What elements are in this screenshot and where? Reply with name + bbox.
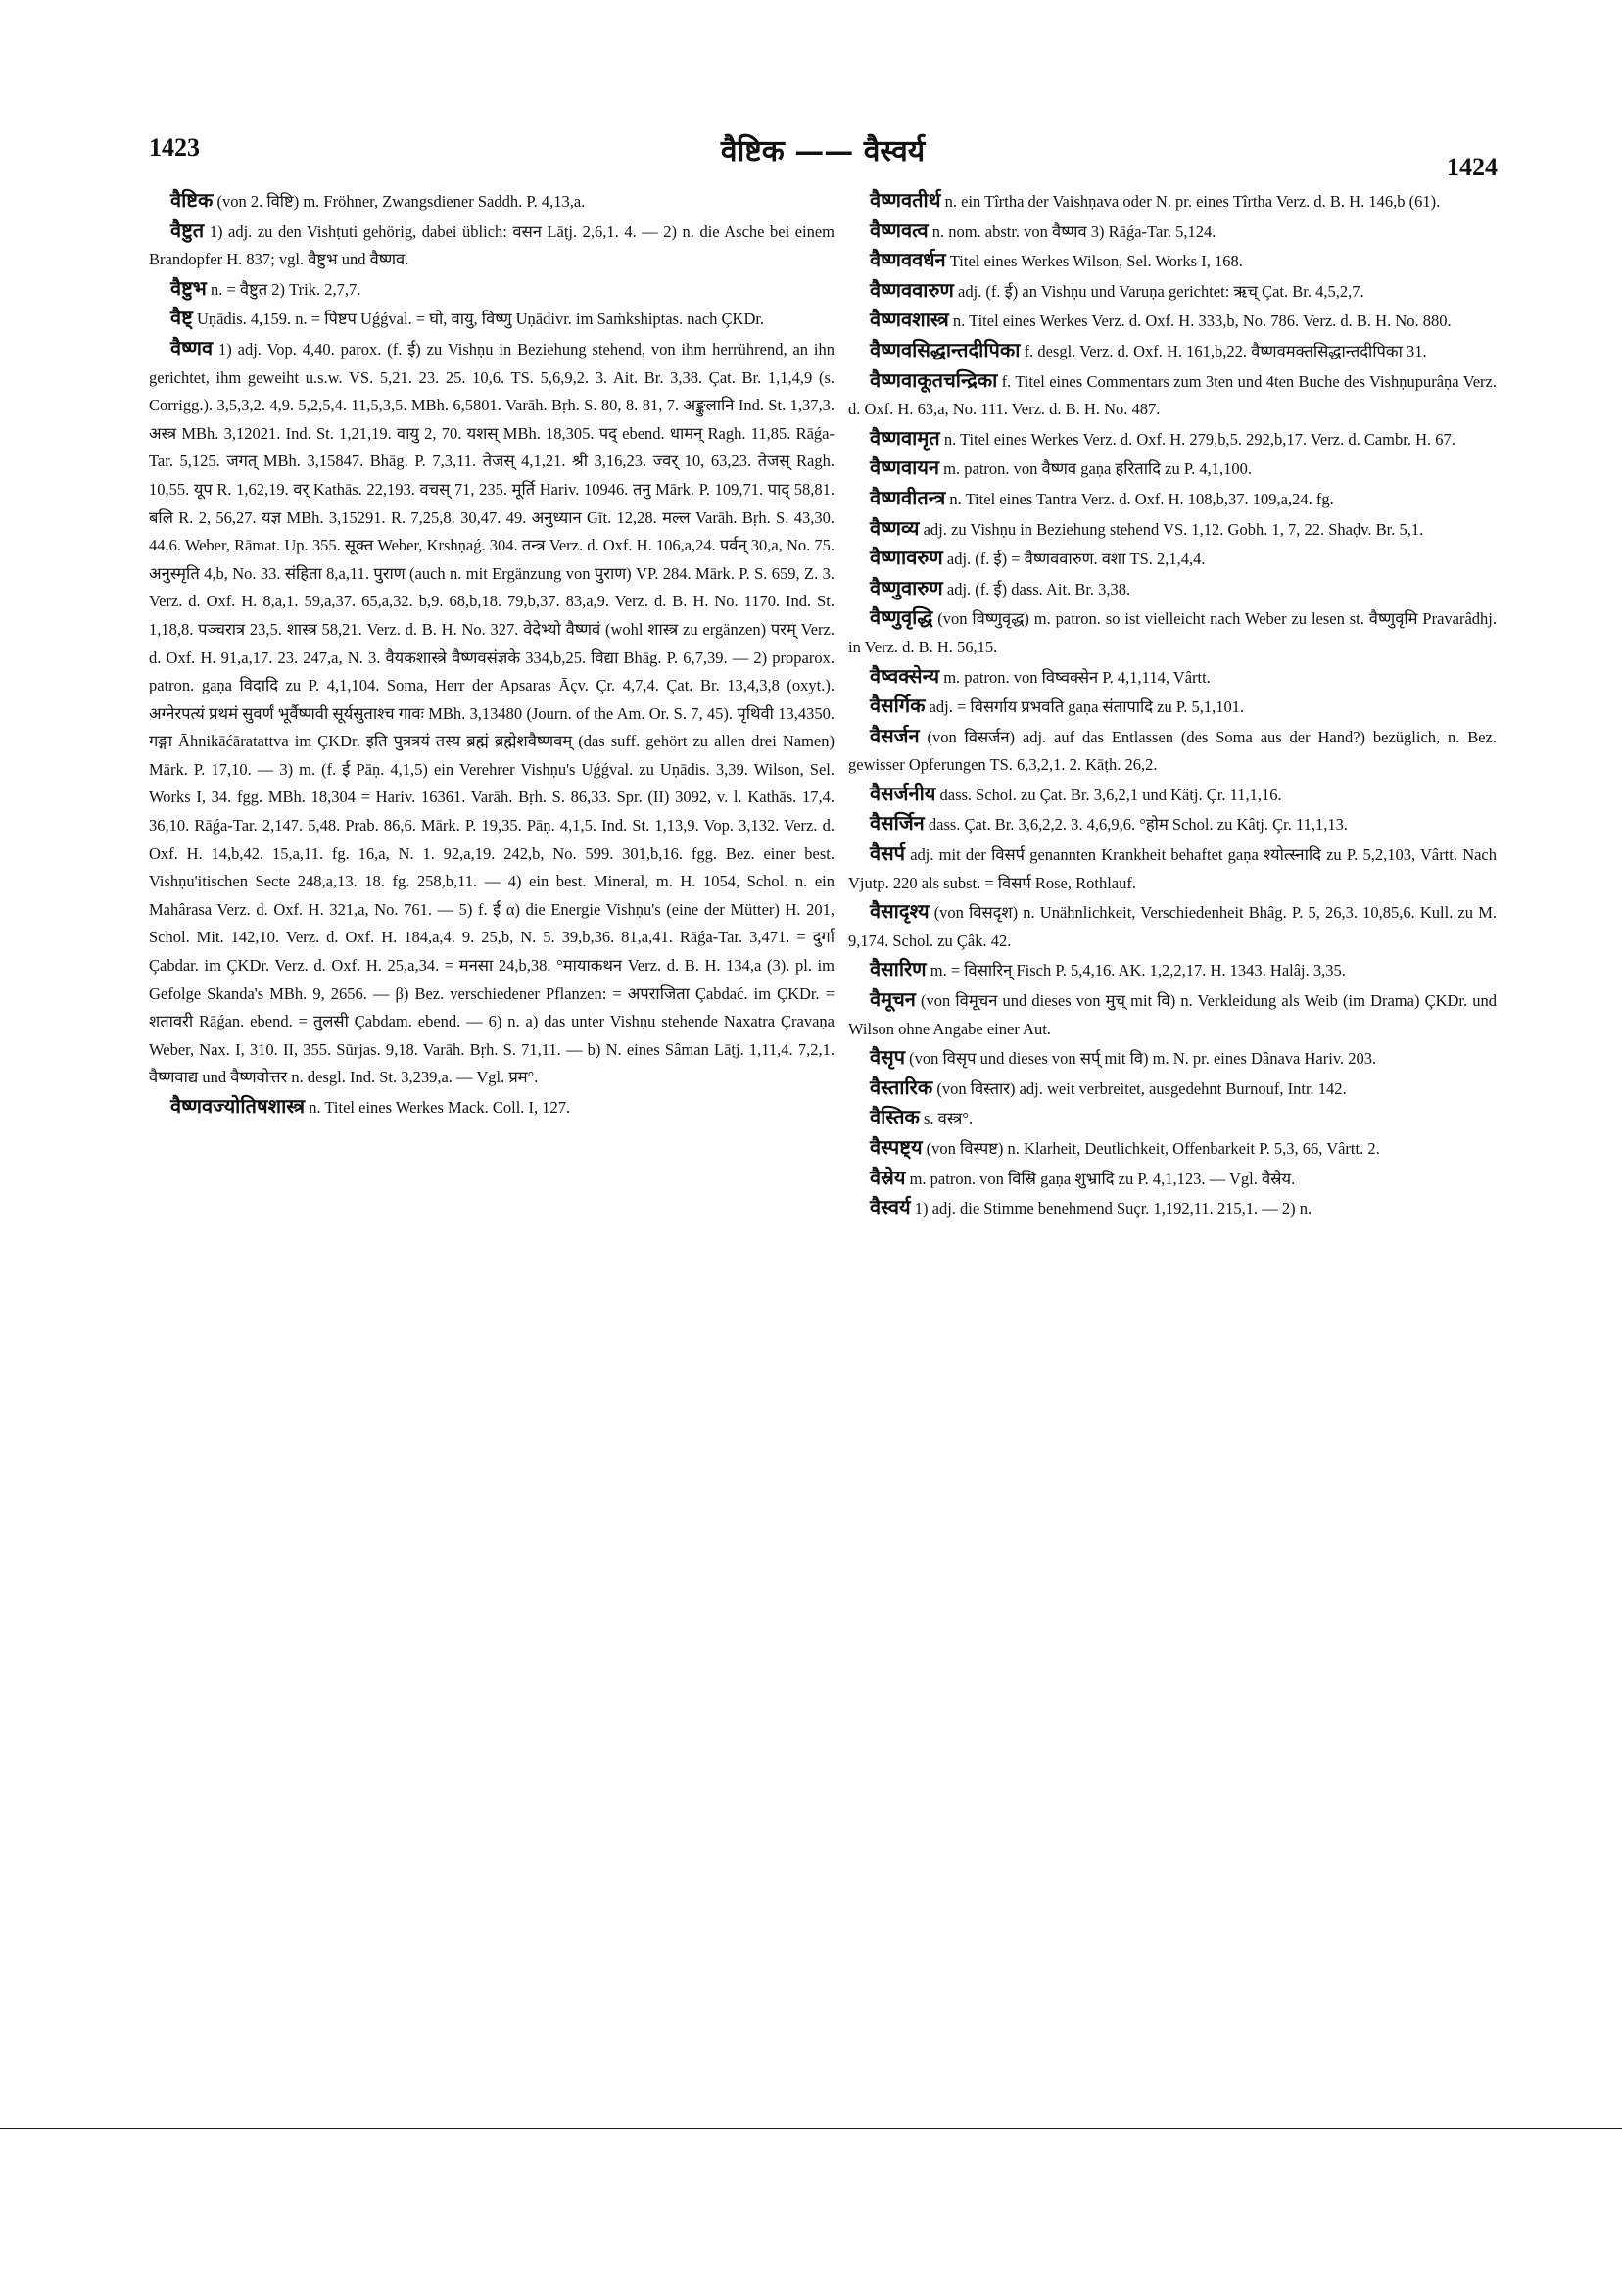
entry-headword: वैस्रेय [870,1165,906,1189]
dictionary-entry [848,780,1497,810]
dictionary-entry [848,722,1497,780]
entry-headword: वैसारिण [870,957,927,981]
entry-headword: वैसादृश्य [870,899,930,924]
entry-headword: वैस्पष्ट्य [870,1135,923,1159]
dictionary-entry [848,603,1497,661]
entry-text: adj. (f. ई) an Vishṇu und Varuṇa gerichtet: ऋच् Çat. Br. 4,5,2,7. [958,281,1364,301]
entry-text: adj. zu Vishṇu in Beziehung stehend VS. 1,12. Gobh. 1, 7, 22. Shaḍv. Br. 5,1. [923,519,1424,539]
dictionary-entry [149,334,835,1092]
dictionary-entry [848,809,1497,839]
entry-text: Uṇādis. 4,159. n. = पिष्टप Uǵǵval. = घो, वायु, विष्णु Uṇādivr. im Saṁkshiptas. nach ÇKDr. [196,310,765,329]
entry-text: f. Titel eines Commentars zum 3ten und 4ten Buche des Vishṇupurâṇa Verz. d. Oxf. H. 63,a, No. 111. Verz. d. B. H. No. 487. [848,371,1497,419]
entry-headword: वैष्णववारुण [870,277,954,302]
entry-headword: वैष्णवज्योतिषशास्त्र [170,1094,306,1118]
entry-headword: वैसृप [870,1045,905,1070]
entry-headword: वैस्वर्य [870,1195,911,1220]
dictionary-entry [848,1164,1497,1194]
entry-text: 1) adj. die Stimme benehmend Suçr. 1,192,11. 215,1. — 2) n. [914,1199,1312,1219]
entry-headword: वैष्णव्य [870,515,920,540]
dictionary-entry [848,1043,1497,1074]
entry-text: (von विमूचन und dieses von मुच् mit वि) n. Verkleidung als Weib (im Drama) ÇKDr. und Wilson ohne Angabe einer Aut. [848,991,1498,1038]
entry-headword: वैसर्जिन [870,811,925,836]
page-number-left: 1423 [149,133,200,162]
entry-text: (von 2. विष्टि) m. Fröhner, Zwangsdiener Saddh. P. 4,13,a. [216,192,586,211]
entry-headword: वैष्णुवृद्धि [870,605,933,630]
dictionary-entry [848,1193,1497,1223]
entry-text: (von विस्तार) adj. weit verbreitet, ausgedehnt Burnouf, Intr. 142. [936,1078,1347,1098]
dictionary-entry [848,306,1497,336]
entry-headword: वैष्टिक [170,188,214,212]
entry-headword: वैष्णवत्व [870,217,929,242]
dictionary-entry [848,424,1497,454]
entry-text: n. Titel eines Werkes Mack. Coll. I, 127. [309,1098,571,1117]
dictionary-entry [848,574,1497,604]
running-head: वैष्टिक —— वैस्वर्य [720,134,926,168]
bottom-rule [0,2128,1622,2129]
entry-headword: वैष्णव [170,335,214,359]
dictionary-entry [848,366,1497,424]
dictionary-entry [848,216,1497,247]
entry-text: adj. = विसर्गाय प्रभवति gaṇa संतापादि zu P. 5,1,101. [929,697,1245,717]
entry-headword: वैष्णवाकूतचन्द्रिका [870,367,998,392]
dictionary-entry [848,955,1497,985]
dictionary-entry [848,186,1497,216]
entry-headword: वैष्णुवारुण [870,575,943,599]
entry-headword: वैष्णवामृत [870,425,940,450]
dictionary-entry [848,454,1497,484]
entry-headword: वैष्णवतीर्थ [870,188,941,212]
entry-headword: वैष्णवसिद्धान्तदीपिका [870,337,1021,361]
entry-text: 1) adj. Vop. 4,40. parox. (f. ई) zu Vishṇu in Beziehung stehend, von ihm herrührend, an ihn gerichtet, ihm geweiht u.s.w. VS. 5,21. 23. 25. 10,6. TS. 5,6,9,2. 3. Ait. Br. 3,38. Çat. Br. 1,1,4,9 (s. Corrigg.). 3,5,3,2. 4,9. 5,2,5,4. 11,5,3,5. MBh. 6,5801. Varāh. Bṛh. S. 80, 8. 81, 7. अङ्कुलानि Ind. St. 1,37,3. अस्त्र MBh. 3,12021. Ind. St. 1,21,19. वायु 2, 70. यशस् MBh. 18,305. पद् ebend. धामन् Ragh. 11,85. Rāǵa-Tar. 5,125. जगत् MBh. 3,15847. Bhāg. P. 7,3,11. तेजस् 4,1,21. श्री 3,16,23. ज्वर् 10, 63,23. तेजस् Ragh. 10,55. यूप R. 1,62,19. वर् Kathās. 22,193. वचस् 71, 235. मूर्ति Hariv. 10946. तनु Mārk. P. 109,71. पाद् 58,81. बलि R. 2, 56,27. यज्ञ MBh. 3,15291. R. 7,25,8. 30,47. 49. अनुध्यान Gīt. 12,28. मल्ल Varāh. Bṛh. S. 43,30. 44,6. Weber, Rāmat. Up. 355. सूक्त Weber, Krshṇaǵ. 304. तन्त्र Verz. d. Oxf. H. 106,a,24. पर्वन् 30,a, No. 75. अनुस्मृति 4,b, No. 33. संहिता 8,a,11. पुराण (auch n. mit Ergänzung von पुराण) VP. 284. Mārk. P. S. 659, Z. 3. Verz. d. Oxf. H. 8,a,1. 59,a,37. 65,a,32. b,9. 68,b,18. 79,b,37. 83,a,9. Verz. d. B. H. No. 1170. Ind. St. 1,18,8. पञ्चरात्र 23,5. शास्त्र 58,21. Verz. d. B. H. No. 327. वेदेभ्यो वैष्णवं (wohl शास्त्र zu ergänzen) परम् Verz. d. Oxf. H. 91,a,17. 23. 247,a, N. 3. वैयकशास्त्रे वैष्णवसंज्ञके 334,b,25. विद्या Bhāg. P. 6,7,39. — 2) proparox. patron. gaṇa विदादि zu P. 4,1,104. Soma, Herr der Apsaras Āçv. Çr. 4,7,4. Çat. Br. 13,4,3,8 (oxyt.). अग्नेरपत्यं प्रथमं सुवर्णं भूर्वैष्णवी सूर्यसुताश्च गावः MBh. 3,13480 (Journ. of the Am. Or. S. 7, 45). पृथिवी 13,4350. गङ्गा Āhnikāćāratattva im ÇKDr. इति पुत्रत्रयं तस्य ब्रह्मं ब्रह्मेशवैष्णवम् (das suff. gehört zu allen drei Namen) Mārk. P. 17,10. — 3) m. (f. ई Pāṇ. 4,1,5) ein Verehrer Vishṇu's Uǵǵval. zu Uṇādis. 3,39. Wilson, Sel. Works I, 34. fgg. MBh. 18,304 = Hariv. 16361. Varāh. Bṛh. S. 86,33. Spr. (II) 3092, v. l. Kathās. 17,4. 36,10. Rāǵa-Tar. 2,147. 5,48. Prab. 86,6. Mārk. P. 19,35. Pāṇ. 4,1,5. Ind. St. 1,13,9. Vop. 3,132. Verz. d. Oxf. H. 14,b,42. 15,a,11. fg. 16,a, N. 1. 92,a,19. 242,b, No. 599. 301,b,16. fgg. Bez. einer best. Vishṇu'itischen Secte 248,a,13. 18. fg. 258,b,11. — 4) ein best. Mineral, m. H. 1054, Schol. n. ein Mahârasa Verz. d. Oxf. H. 321,a, No. 761. — 5) f. ई α) die Energie Vishṇu's (eine der Mütter) H. 201, Schol. Mit. 142,10. Verz. d. Oxf. H. 184,a,4. 9. 25,b, N. 5. 39,b,36. 81,a,41. Rāǵa-Tar. 3,471. = दुर्गा Çabdar. im ÇKDr. Verz. d. Oxf. H. 25,a,34. = मनसा 24,b,38. °मायाकथन Verz. d. B. H. 134,a (3). pl. im Gefolge Skanda's MBh. 9, 2656. — β) Bez. verschiedener Pflanzen: = अपराजिता Çabdać. im ÇKDr. = शतावरी Rāǵan. ebend. = तुलसी Çabdam. ebend. — 6) n. a) das unter Vishṇu stehende Naxatra Çravaṇa Weber, Nax. I, 310. II, 355. Sūrjas. 9,18. Varāh. Bṛh. S. 71,11. — b) N. eines Sâman Lāṭj. 1,11,4. 7,2,1. वैष्णवाद्य und वैष्णवोत्तर n. desgl. Ind. St. 3,239,a. — Vgl. प्रम°. [149,339,835,1087]
entry-headword: वैष्णावरुण [870,546,943,570]
entry-headword: वैष्णवीतन्त्र [870,485,946,509]
entry-headword: वैष्णववर्धन [870,248,946,272]
entry-headword: वैष्टुत [170,217,205,242]
dictionary-entry [149,216,835,274]
entry-text: n. ein Tîrtha der Vaishṇava oder N. pr. eines Tîrtha Verz. d. B. H. 146,b (61). [944,192,1441,211]
entry-text: adj. (f. ई) = वैष्णववारुण. वशा TS. 2,1,4,4. [946,550,1206,569]
entry-headword: वैसर्गिक [870,694,926,718]
page-number-right: 1424 [1447,153,1498,181]
entry-text: 1) adj. zu den Vishṭuti gehörig, dabei üblich: वसन Lāṭj. 2,6,1. 4. — 2) n. die Asche bei einem Brandopfer H. 837; vgl. वैष्टुभ und वैष्णव. [149,221,835,269]
entry-text: m. = विसारिन् Fisch P. 5,4,16. AK. 1,2,2,17. H. 1343. Halâj. 3,35. [930,961,1346,981]
entry-text: adj. (f. ई) dass. Ait. Br. 3,38. [946,579,1131,598]
dictionary-entry [848,985,1497,1043]
entry-text: (von विसर्जन) adj. auf das Entlassen (des Soma aus der Hand?) bezüglich, n. Bez. gewisser Opferungen TS. 6,3,2,1. 2. Kāṭh. 26,2. [848,727,1498,775]
entry-text: f. desgl. Verz. d. Oxf. H. 161,b,22. वैष्णवमक्तसिद्धान्तदीपिका 31. [1024,341,1427,360]
entry-headword: वैसर्जन [870,723,920,747]
entry-text: s. वस्त्र°. [923,1109,974,1128]
entry-text: n. nom. abstr. von वैष्णव 3) Rāǵa-Tar. 5,124. [931,221,1216,241]
entry-headword: वैष्वक्सेन्य [870,663,940,688]
dictionary-entry [848,662,1497,693]
right-column [848,186,1497,1223]
dictionary-entry [848,514,1497,545]
entry-text: (von विसृप und dieses von सर्प् mit वि) m. N. pr. eines Dânava Hariv. 203. [909,1049,1377,1069]
entry-text: adj. mit der विसर्प genannten Krankheit behaftet gaṇa श्योत्स्नादि zu P. 5,2,103, Vârtt. Nach Vjutp. 220 als subst. = विसर्प Rose, Rothlauf. [848,845,1498,892]
dictionary-entry [848,484,1497,514]
entry-headword: वैष्ट् [170,306,193,330]
dictionary-entry [848,544,1497,574]
entry-text: n. Titel eines Tantra Verz. d. Oxf. H. 108,b,37. 109,a,24. fg. [949,489,1334,508]
dictionary-entry [848,336,1497,366]
entry-headword: वैमूचन [870,987,916,1012]
entry-text: n. Titel eines Werkes Verz. d. Oxf. H. 279,b,5. 292,b,17. Verz. d. Cambr. H. 67. [943,429,1455,449]
entry-headword: वैष्णवशास्त्र [870,308,949,332]
dictionary-entry [848,1133,1497,1164]
entry-text: m. patron. von वैष्णव gaṇa हरितादि zu P. 4,1,100. [943,459,1253,479]
entry-headword: वैष्टुभ [170,275,207,300]
dictionary-entry [149,1092,835,1123]
entry-text: dass. Çat. Br. 3,6,2,2. 3. 4,6,9,6. °होम Schol. zu Kâtj. Çr. 11,1,13. [928,815,1348,835]
dictionary-entry [848,246,1497,276]
dictionary-entry [149,304,835,334]
entry-text: Titel eines Werkes Wilson, Sel. Works I, 168. [949,252,1243,271]
entry-headword: वैस्तारिक [870,1075,933,1099]
entry-headword: वैस्तिक [870,1105,920,1129]
entry-text: m. patron. von विष्वक्सेन P. 4,1,114, Vârtt. [943,667,1211,687]
dictionary-entry [848,1074,1497,1104]
entry-text: (von विसदृश) n. Unähnlichkeit, Verschiedenheit Bhâg. P. 5, 26,3. 10,85,6. Kull. zu M. 9,174. Schol. zu Çâk. 42. [848,903,1497,950]
dictionary-entry [848,839,1497,897]
dictionary-entry [848,692,1497,722]
dictionary-entry [149,274,835,305]
left-column [149,186,835,1123]
entry-text: dass. Schol. zu Çat. Br. 3,6,2,1 und Kâtj. Çr. 11,1,16. [939,785,1282,804]
entry-text: n. = वैष्टुत 2) Trik. 2,7,7. [211,279,361,299]
entry-text: m. patron. von विस्रि gaṇa शुभ्रादि zu P. 4,1,123. — Vgl. वैस्रेय. [909,1169,1296,1188]
dictionary-entry [848,276,1497,307]
entry-text: n. Titel eines Werkes Verz. d. Oxf. H. 333,b, No. 786. Verz. d. B. H. No. 880. [952,311,1452,331]
entry-headword: वैसर्प [870,841,905,866]
dictionary-entry [848,1103,1497,1133]
entry-text: (von विस्पष्ट) n. Klarheit, Deutlichkeit, Offenbarkeit P. 5,3, 66, Vârtt. 2. [926,1139,1380,1158]
entry-text: (von विष्णुवृद्ध) m. patron. so ist vielleicht nach Weber zu lesen st. वैष्णुवृमि Pravarâdhj. in Verz. d. B. H. 56,15. [848,609,1497,656]
dictionary-entry [848,897,1497,955]
dictionary-entry [149,186,835,216]
entry-headword: वैष्णवायन [870,455,940,480]
entry-headword: वैसर्जनीय [870,781,936,805]
